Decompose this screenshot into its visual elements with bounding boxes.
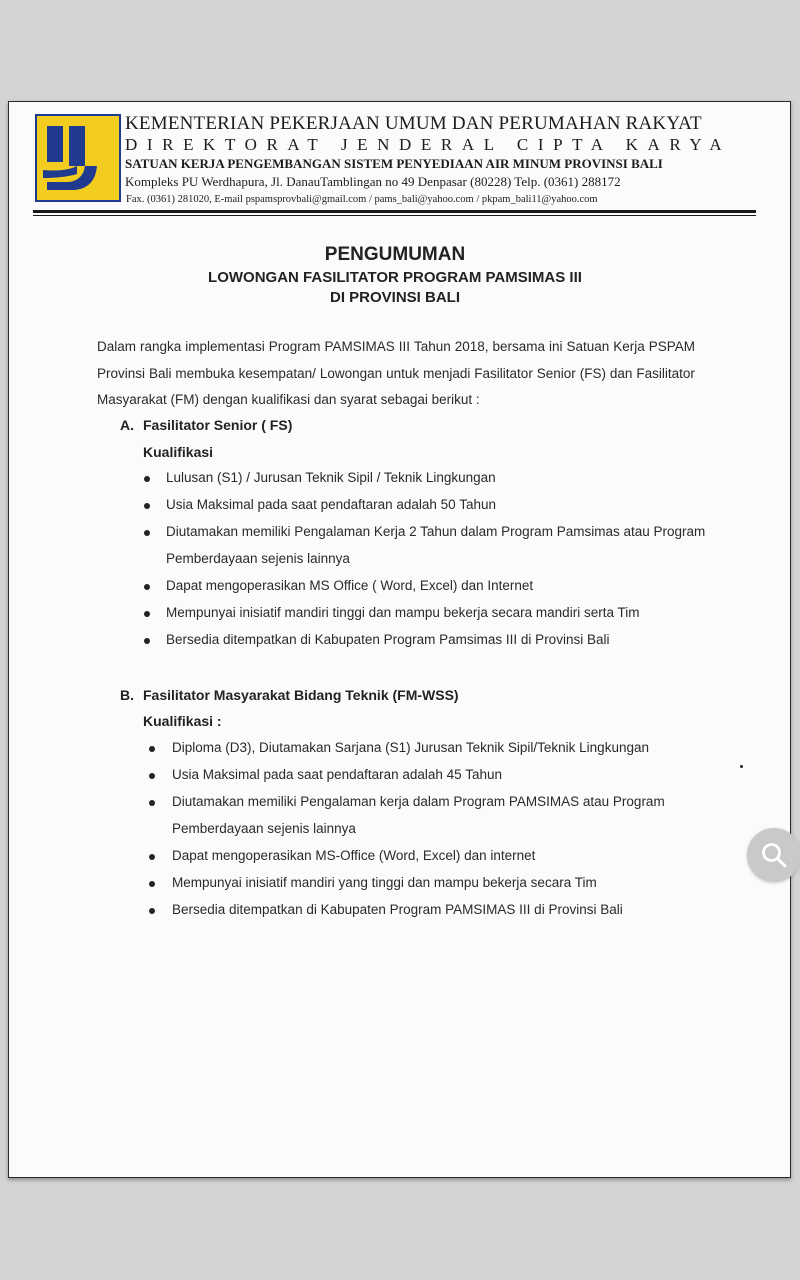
intro-word: Lowongan <box>319 366 383 381</box>
contact-line: Fax. (0361) 281020, E-mail pspamsprovbali@gmail.com / pams_bali@yahoo.com / pkpam_bali11@yahoo.com <box>126 194 598 205</box>
intro-word: untuk <box>386 366 420 381</box>
intro-word: (FS) <box>579 366 606 381</box>
bullet-icon <box>149 773 155 779</box>
intro-word: Program <box>268 339 321 354</box>
intro-word: bersama <box>492 339 545 354</box>
header-rule-thick <box>33 210 756 213</box>
intro-word: Bali <box>148 366 172 381</box>
section-b-title: Fasilitator Masyarakat Bidang Teknik (FM-WSS) <box>143 687 459 703</box>
list-item: Bersedia ditempatkan di Kabupaten Program Pamsimas III di Provinsi Bali <box>166 632 610 647</box>
section-b-qual: Kualifikasi : <box>143 713 222 729</box>
header-rule-thin <box>33 215 756 216</box>
section-a-letter: A. <box>120 417 134 433</box>
section-b-letter: B. <box>120 687 134 703</box>
list-item: Usia Maksimal pada saat pendaftaran adalah 50 Tahun <box>166 497 496 512</box>
bullet-icon <box>149 800 155 806</box>
pu-logo-icon <box>35 114 121 202</box>
intro-word: Kerja <box>613 339 645 354</box>
intro-word: implementasi <box>185 339 265 354</box>
intro-word: ini <box>548 339 563 354</box>
intro-word: dan <box>609 366 633 381</box>
intro-word: 2018, <box>454 339 489 354</box>
bullet-icon <box>144 611 150 617</box>
intro-word: Fasilitator <box>636 366 695 381</box>
intro-word: PAMSIMAS <box>324 339 395 354</box>
bullet-icon <box>144 476 150 482</box>
list-item: Lulusan (S1) / Jurusan Teknik Sipil / Teknik Lingkungan <box>166 470 496 485</box>
section-a-title: Fasilitator Senior ( FS) <box>143 417 293 433</box>
list-item: Bersedia ditempatkan di Kabupaten Program PAMSIMAS III di Provinsi Bali <box>172 902 623 917</box>
bullet-icon <box>149 746 155 752</box>
bullet-icon <box>144 503 150 509</box>
list-item: Dapat mengoperasikan MS-Office (Word, Excel) dan internet <box>172 848 536 863</box>
zoom-button[interactable] <box>747 828 800 882</box>
intro-word: Tahun <box>413 339 451 354</box>
page-title: PENGUMUMAN <box>324 244 466 265</box>
intro-word: Dalam <box>97 339 137 354</box>
list-item: Diutamakan memiliki Pengalaman Kerja 2 Tahun dalam Program Pamsimas atau Program <box>166 524 706 539</box>
bullet-icon <box>149 854 155 860</box>
list-item-continuation: Pemberdayaan sejenis lainnya <box>172 821 356 836</box>
page-subtitle-2: DI PROVINSI BALI <box>329 289 460 306</box>
scan-speck <box>740 765 743 768</box>
address-line: Kompleks PU Werdhapura, Jl. DanauTamblingan no 49 Denpasar (80228) Telp. (0361) 288172 <box>125 174 621 189</box>
document-page <box>8 101 791 1178</box>
intro-word: menjadi <box>423 366 471 381</box>
intro-word: membuka <box>175 366 235 381</box>
list-item: Usia Maksimal pada saat pendaftaran adalah 45 Tahun <box>172 767 502 782</box>
bullet-icon <box>144 530 150 536</box>
intro-word: Satuan <box>566 339 610 354</box>
intro-line-3: Masyarakat (FM) dengan kualifikasi dan syarat sebagai berikut : <box>97 392 480 407</box>
directorate-name: DIREKTORAT JENDERAL CIPTA KARYA <box>125 135 732 154</box>
list-item: Diploma (D3), Diutamakan Sarjana (S1) Jurusan Teknik Sipil/Teknik Lingkungan <box>172 740 649 755</box>
list-item: Mempunyai inisiatif mandiri tinggi dan mampu bekerja secara mandiri serta Tim <box>166 605 640 620</box>
bullet-icon <box>144 584 150 590</box>
intro-line-1 <box>97 339 695 354</box>
intro-word: III <box>398 339 410 354</box>
list-item: Dapat mengoperasikan MS Office ( Word, Excel) dan Internet <box>166 578 534 593</box>
list-item: Mempunyai inisiatif mandiri yang tinggi dan mampu bekerja secara Tim <box>172 875 597 890</box>
section-a-qual: Kualifikasi <box>143 444 214 460</box>
intro-word: Senior <box>536 366 576 381</box>
zoom-icon <box>760 841 788 869</box>
intro-line-2 <box>97 366 695 381</box>
page-subtitle-1: LOWONGAN FASILITATOR PROGRAM PAMSIMAS III <box>208 269 582 286</box>
unit-name: SATUAN KERJA PENGEMBANGAN SISTEM PENYEDIAAN AIR MINUM PROVINSI BALI <box>125 156 663 171</box>
ministry-name: KEMENTERIAN PEKERJAAN UMUM DAN PERUMAHAN RAKYAT <box>125 113 702 134</box>
list-item: Diutamakan memiliki Pengalaman kerja dalam Program PAMSIMAS atau Program <box>172 794 665 809</box>
intro-word: rangka <box>139 339 182 354</box>
bullet-icon <box>144 638 150 644</box>
bullet-icon <box>149 881 155 887</box>
intro-word: PSPAM <box>648 339 695 354</box>
bullet-icon <box>149 908 155 914</box>
intro-word: kesempatan/ <box>238 366 316 381</box>
intro-word: Provinsi <box>97 366 146 381</box>
list-item-continuation: Pemberdayaan sejenis lainnya <box>166 551 350 566</box>
intro-word: Fasilitator <box>474 366 533 381</box>
